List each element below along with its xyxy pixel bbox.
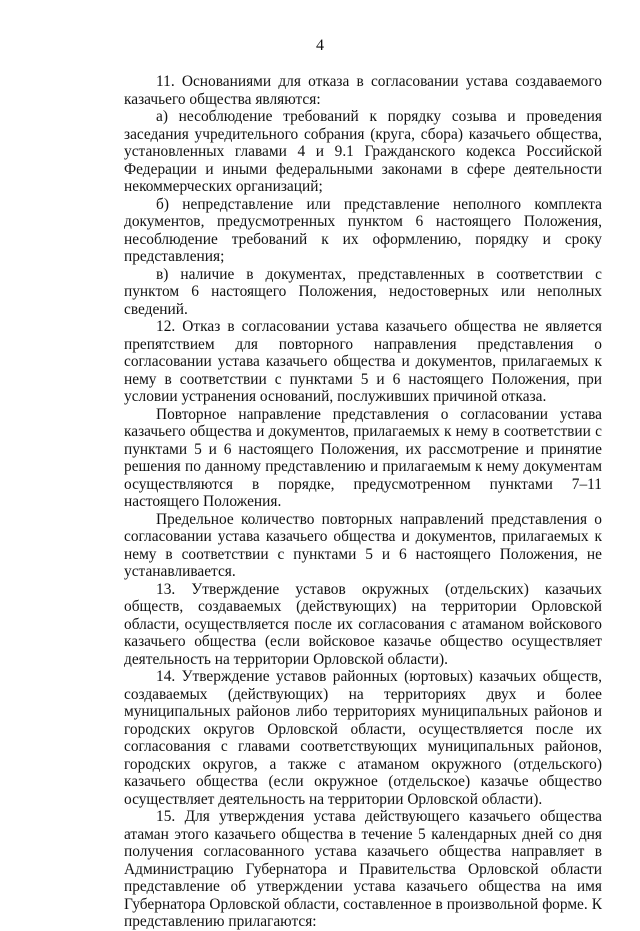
paragraph-11-item-a: а) несоблюдение требований к порядку созыва и проведения заседания учредительного собрания (круга, сбора) казачьего общества, установленных главами 4 и 9.1 Гражданского кодекса Российской Федерации и иными федеральными законами в сфере деятельности некоммерческих организаций; <box>124 108 602 195</box>
paragraph-12-resubmission: Повторное направление представления о согласовании устава казачьего общества и документов, прилагаемых к нему в соответствии с пунктами 5 и 6 настоящего Положения, их рассмотрение и принятие решения по данному представлению и прилагаемым к нему документам осуществляются в порядке, предусмотренном пунктами 7–11 настоящего Положения. <box>124 405 602 510</box>
paragraph-12-limit: Предельное количество повторных направлений представления о согласовании устава казачьего общества и документов, прилагаемых к нему в соответствии с пунктами 5 и 6 настоящего Положения, не устанавливается. <box>124 510 602 580</box>
document-body <box>124 73 602 931</box>
paragraph-14: 14. Утверждение уставов районных (юртовых) казачьих обществ, создаваемых (действующих) на территориях двух и более муниципальных районов либо территориях муниципальных районов и городских округов Орловской области, осуществляется после их согласования с главами соответствующих муниципальных районов, городских округов, а также с атаманом окружного (отдельского) казачьего общества (если окружное (отдельское) казачье общество осуществляет деятельность на территории Орловской области). <box>124 668 602 808</box>
paragraph-11-item-c: в) наличие в документах, представленных в соответствии с пунктом 6 настоящего Положения, недостоверных или неполных сведений. <box>124 265 602 318</box>
page-number: 4 <box>316 37 324 54</box>
paragraph-11-item-b: б) непредставление или представление неполного комплекта документов, предусмотренных пунктом 6 настоящего Положения, несоблюдение требований к их оформлению, порядку и сроку представления; <box>124 195 602 265</box>
paragraph-11: 11. Основаниями для отказа в согласовании устава создаваемого казачьего общества являются: <box>124 73 602 108</box>
paragraph-15: 15. Для утверждения устава действующего казачьего общества атаман этого казачьего общества в течение 5 календарных дней со дня получения согласованного устава казачьего общества направляет в Администрацию Губернатора и Правительства Орловской области представление об утверждении устава казачьего общества на имя Губернатора Орловской области, составленное в произвольной форме. К представлению прилагаются: <box>124 808 602 930</box>
paragraph-12: 12. Отказ в согласовании устава казачьего общества не является препятствием для повторного направления представления о согласовании устава казачьего общества и документов, прилагаемых к нему в соответствии с пунктами 5 и 6 настоящего Положения, при условии устранения оснований, послуживших причиной отказа. <box>124 318 602 405</box>
paragraph-13: 13. Утверждение уставов окружных (отдельских) казачьих обществ, создаваемых (действующих) на территории Орловской области, осуществляется после их согласования с атаманом войскового казачьего общества (если войсковое казачье общество осуществляет деятельность на территории Орловской области). <box>124 580 602 668</box>
